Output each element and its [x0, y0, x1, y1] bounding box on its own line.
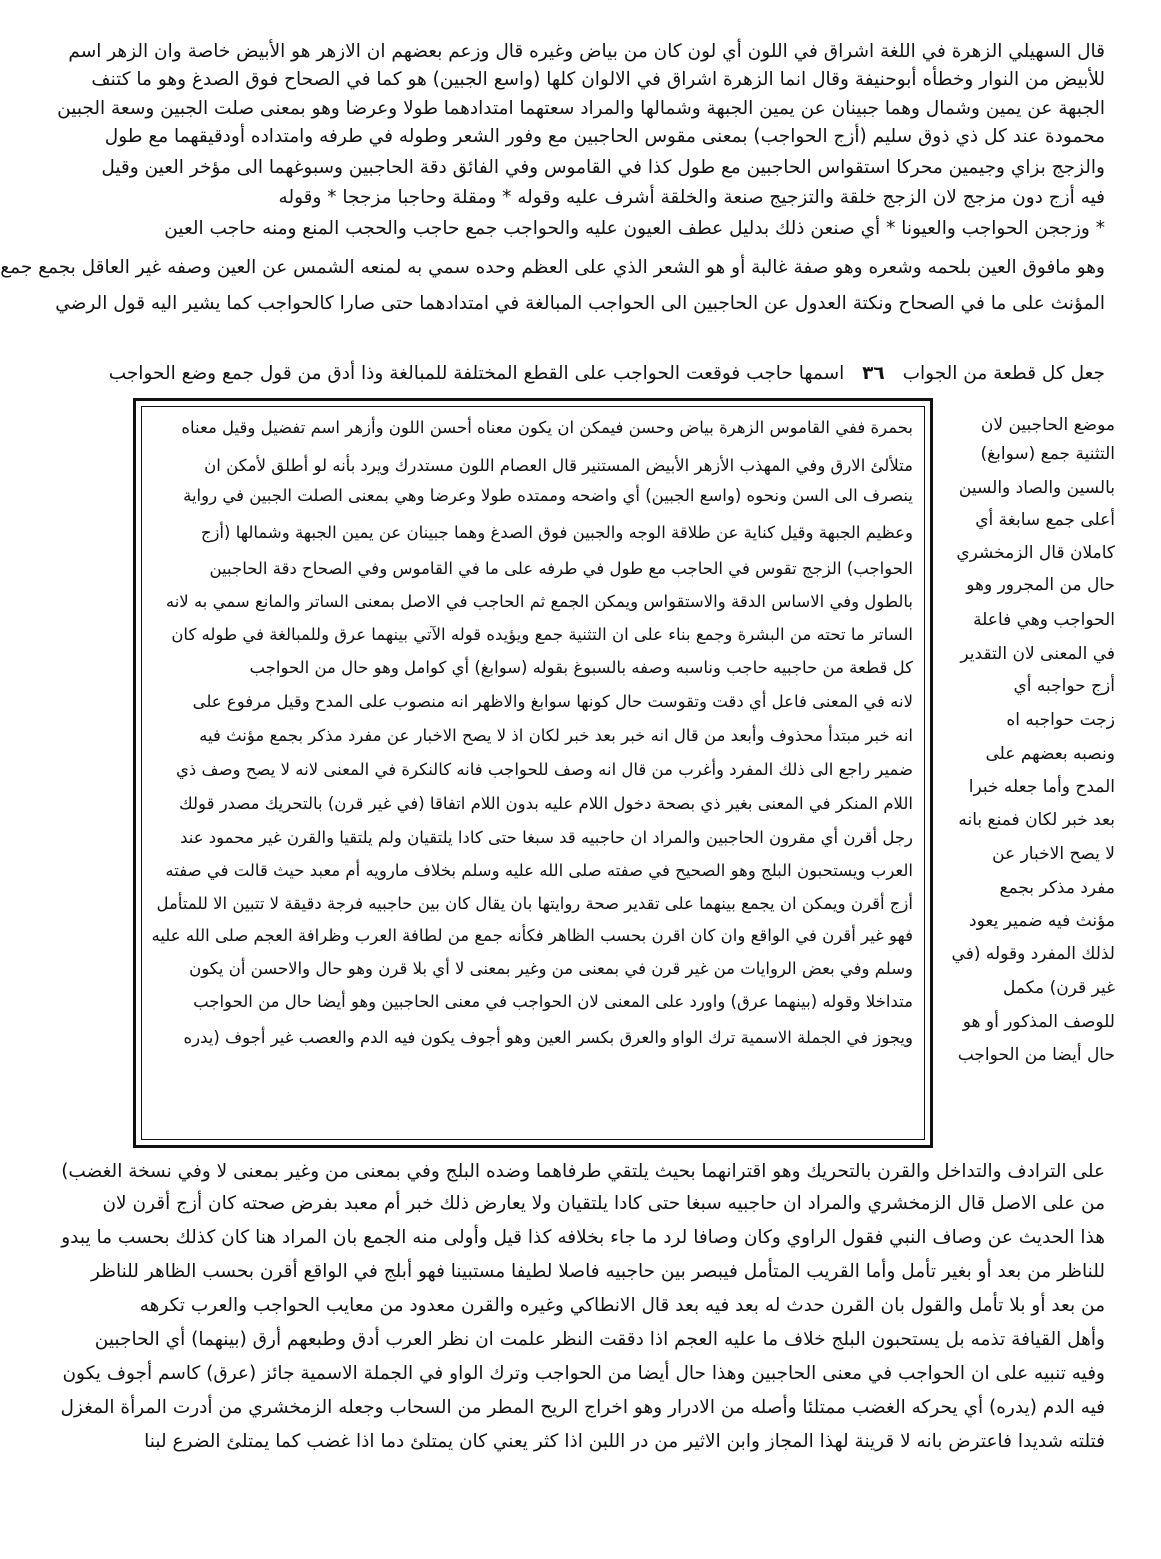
commentary-line: العرب ويستحبون البلج وهو الصحيح في صفته صلى الله عليه وسلم بخلاف مارويه أم معبد حيث قالت في صفته	[165, 861, 913, 880]
text-line: والزجج بزاي وجيمين محركا استقواس الحاجبين مع طول كذا في القاموس وفي الفائق دقة الحاجبين وسبوغهما الى مؤخر العين وقيل	[101, 157, 1105, 178]
text-line: من بعد أو بلا تأمل والقول بان القرن حدث له بعد فيه بعد قال الانطاكي وغيره والقرن معدود من معايب الحواجب والعرب تكرهه	[139, 1295, 1105, 1316]
margin-line: أعلى جمع سابغة أي	[975, 510, 1115, 530]
commentary-line: بحمرة ففي القاموس الزهرة بياض وحسن فيمكن ان يكون معناه أحسن اللون وأزهر اسم تفضيل وقيل معناه	[181, 418, 913, 437]
text-line: فتلته شديدا فاعترض بانه لا قرينة لهذا المجاز وابن الاثير من در اللبن اذا كثر يعني كان يمتلئ دما اذا غضب كما يمتلئ الضرع لبنا	[144, 1431, 1105, 1452]
text-line: فيه أزج دون مزجج لان الزجج خلقة والتزجيج صنعة والخلقة أشرف عليه وقوله * ومقلة وحاجبا مزججا * وقوله	[278, 187, 1105, 208]
margin-line: غير قرن) مكمل	[1002, 978, 1115, 998]
margin-line: بعد خبر لكان فمنع بانه	[958, 810, 1115, 830]
text-line: فيه الدم (يدره) أي يحركه الغضب ممتلئا وأصله من الادرار وهو اخراج الريح المطر من السحاب وجعله الزمخشري من أدرت المرأة المغزل	[60, 1397, 1105, 1418]
commentary-line: لانه في المعنى فاعل أي دقت وتقوست حال كونها سوابغ والاظهر انه منصوب على المدح وقيل مرفوع على	[192, 692, 913, 711]
text-line-with-page-number	[108, 360, 1105, 388]
commentary-line: انه خبر مبتدأ محذوف وأبعد من قال انه خبر بعد خبر لكان اذ لا يصح الاخبار عن مفرد مذكر بجمع مؤنث فيه	[199, 726, 913, 745]
margin-line: أزج حواجبه أي	[1013, 676, 1115, 696]
commentary-line: ضمير راجع الى ذلك المفرد وأغرب من قال انه وصف للحواجب فانه كالنكرة في المعنى لانه لا يصح وصف ذي	[176, 760, 913, 779]
margin-line: الحواجب وهي فاعلة	[973, 610, 1115, 630]
margin-line: التثنية جمع (سوابغ)	[980, 444, 1115, 464]
text-line: هذا الحديث عن وصاف النبي فقول الراوي وكان وصافا لرد ما جاء بخلافه كذا قيل وأولى منه الجمع بان المراد هنا كان كذلك بحسب ما يبدو	[61, 1227, 1105, 1248]
text-line: وهو مافوق العين بلحمه وشعره وهو صفة غالبة أو هو الشعر الذي على العظم وحده سمي به لمنعه الشمس عن العين وصفه غير العاقل بجمع جمع	[0, 257, 1105, 278]
line-segment: جعل كل قطعة من الجواب	[902, 363, 1105, 384]
margin-line: لذلك المفرد وقوله (في	[951, 944, 1115, 964]
commentary-line: بالطول وفي الاساس الدقة والاستقواس ويمكن الجمع ثم الحاجب في الاصل بمعنى الساتر والمانع سمي به لانه	[165, 592, 913, 611]
commentary-line: ينصرف الى السن ونحوه (واسع الجبين) أي واضحه وممتده طولا وعرضا وهي بمعنى الصلت الجبين في رواية	[183, 486, 913, 505]
margin-line: ونصبه بعضهم على	[985, 744, 1115, 764]
text-line: محمودة عند كل ذي ذوق سليم (أزج الحواجب) بمعنى مقوس الحاجبين مع وفور الشعر وطوله في طرفه وامتداده أودقيقهما مع طول	[104, 126, 1105, 147]
commentary-line: الساتر ما تحته من البشرة وجمع بناء على ان التثنية جمع ويؤيده قوله الآتي بينهما عرق وللمبالغة في طوله كان	[171, 625, 913, 644]
commentary-line: وعظيم الجبهة وقيل كناية عن طلاقة الوجه والجبين فوق الصدغ وهما جبينان عن يمين الجبهة وشمالها (أزج	[200, 523, 913, 542]
commentary-line: فهو غير أقرن في الواقع وان كان اقرن بحسب الظاهر فكأنه جمع من لطافة العرب وظرافة العجم صلى الله عليه	[151, 926, 913, 945]
margin-line: حال من المجرور وهو	[966, 575, 1115, 595]
text-line: للأبيض من النوار وخطأه أبوحنيفة وقال انما الزهرة اشراق في الالوان كلها (واسع الجبين) هو كما في الصحاح فوق الصدغ وهو ما كتنف	[91, 69, 1105, 90]
text-line: على الترادف والتداخل والقرن بالتحريك وهو اقترانهما بحيث يلتقي طرفاهما وضده البلج وفي بمعنى من وغير بمعنى لا وفي نسخة الغضب)	[61, 1161, 1105, 1182]
commentary-line: متلألئ الارق وفي المهذب الأزهر الأبيض المستنير قال العصام اللون مستدرك ويرد بأنه لو أطلق لأمكن ان	[204, 456, 913, 475]
margin-line: حال أيضا من الحواجب	[957, 1045, 1115, 1065]
commentary-line: الحواجب) الزجج تقوس في الحاجب مع طول في طرفه على ما في القاموس وفي الصحاح دقة الحاجبين	[209, 559, 913, 578]
margin-line: بالسين والصاد والسين	[958, 478, 1115, 498]
commentary-line: متداخلا وقوله (بينهما عرق) واورد على المعنى لان الحواجب في معنى الحاجبين وهو أيضا حال من الحواجب	[193, 992, 913, 1011]
margin-line: لا يصح الاخبار عن	[992, 844, 1115, 864]
margin-line: مؤنث فيه ضمير يعود	[969, 911, 1115, 931]
text-line: الجبهة عن يمين وشمال وهما جبينان عن يمين الجبهة وشمالها والمراد سعتهما امتدادهما طولا وعرضا وهو بمعنى صلت الجبين وسعة الجبين	[57, 98, 1105, 119]
commentary-line: وسلم وفي بعض الروايات من غير قرن في بمعنى من وغير بمعنى لا أي بلا قرن وهو حال والاحسن أن يكون	[189, 959, 913, 978]
margin-line: مفرد مذكر بجمع	[999, 878, 1115, 898]
text-line: المؤنث على ما في الصحاح ونكتة العدول عن الحاجبين الى الحواجب المبالغة في امتدادهما حتى صارا كالحواجب كما يشير اليه قول الرضي	[55, 293, 1105, 314]
commentary-line: ويجوز في الجملة الاسمية ترك الواو والعرق بكسر العين وهو أجوف يكون فيه الدم والعصب غير أجوف (يدره	[183, 1028, 913, 1047]
text-line: من على الاصل قال الزمخشري والمراد ان حاجبيه سبغا حتى كادا يلتقيان ولا يعارض ذلك خبر أم معبد بفرض صحته كان أزج أقرن لان	[102, 1193, 1105, 1214]
text-line: وأهل القيافة تذمه بل يستحبون البلج خلاف ما عليه العجم اذا دققت النظر علمت ان نظر العرب أدق وطبعهم أرق (بينهما) أي الحاجبين	[94, 1329, 1105, 1350]
commentary-line: كل قطعة من حاجبيه حاجب وناسبه وصفه بالسبوغ بقوله (سوابغ) أي كوامل وهو حال من الحواجب	[249, 658, 913, 677]
text-line: للناظر من بعد أو بغير تأمل وأما القريب المتأمل فيبصر بين حاجبيه فاصلا لطيفا مستبينا فهو أبلج في الواقع أقرن بحسب الظاهر للناظر	[91, 1261, 1105, 1282]
margin-line: موضع الحاجبين لان	[980, 415, 1115, 435]
margin-line: للوصف المذكور أو هو	[962, 1012, 1115, 1032]
commentary-line: أزج أقرن ويمكن ان يجمع بينهما على تقدير صحة روايتها بان يقال كان بين حاجبيه فرجة دقيقة لا تتبين الا للمتأمل	[156, 894, 913, 913]
commentary-line: اللام المنكر في المعنى بغير ذي بصحة دخول اللام عليه بدون اللام اتفاقا (في غير قرن) بالتحريك مصدر قولك	[179, 794, 913, 813]
text-line: قال السهيلي الزهرة في اللغة اشراق في اللون أي لون كان من بياض وغيره قال وزعم بعضهم ان الازهر هو الأبيض خاصة وان الزهر اسم	[68, 41, 1105, 62]
margin-line: المدح وأما جعله خبرا	[968, 777, 1115, 797]
margin-line: كاملان قال الزمخشري	[956, 543, 1115, 563]
text-line: * وزججن الحواجب والعيونا * أي صنعن ذلك بدليل عطف العيون عليه والحواجب جمع حاجب والحجب المنع ومنه حاجب العين	[164, 218, 1105, 239]
margin-line: زجت حواجبه اه	[1006, 710, 1115, 730]
text-line: وفيه تنبيه على ان الحواجب في معنى الحاجبين وهذا حال أيضا من الحواجب وترك الواو في الجملة الاسمية جائز (عرق) كاسم أجوف يكون	[62, 1363, 1105, 1384]
page-number: ٣٦	[862, 363, 885, 384]
commentary-line: رجل أقرن أي مقرون الحاجبين والمراد ان حاجبيه قد سبغا حتى كادا يلتقيان ولم يلتقيا والقرن غير محمود عند	[180, 828, 913, 847]
line-segment: اسمها حاجب فوقعت الحواجب على القطع المختلفة للمبالغة وذا أدق من قول جمع وضع الحواجب	[108, 363, 845, 384]
margin-line: في المعنى لان التقدير	[960, 644, 1115, 664]
